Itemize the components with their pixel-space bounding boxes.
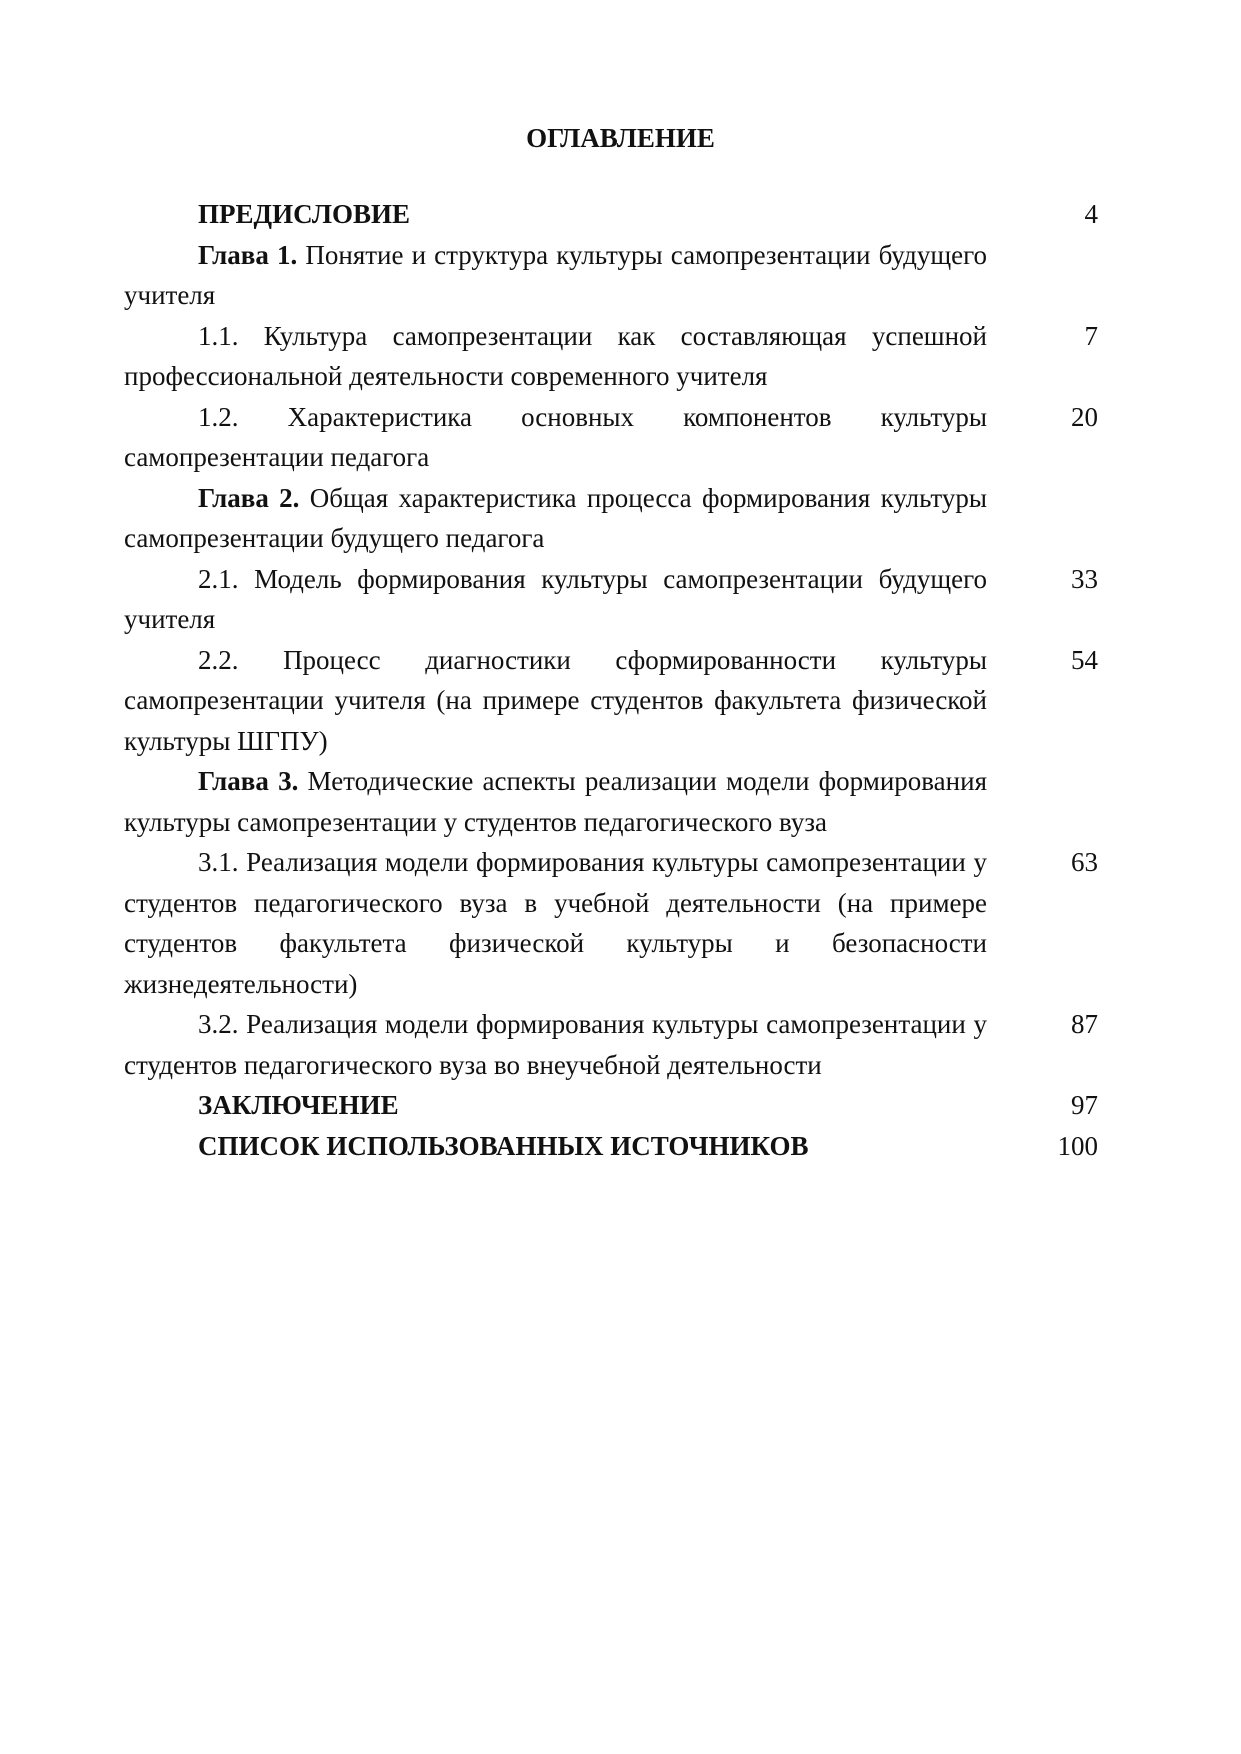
toc-entry-section-1-2 (0, 397, 1241, 478)
toc-page-number: 4 (1084, 199, 1098, 229)
toc-entry-chapter-1 (0, 235, 1241, 316)
toc-entry-section-3-1 (0, 842, 1241, 1004)
toc-page-number: 97 (1071, 1090, 1098, 1120)
toc-entry-text: Общая характеристика процесса формирования культуры самопрезентации будущего педагога (124, 482, 987, 553)
toc-entry-chapter-3 (0, 761, 1241, 842)
toc-entry-text: 2.2. Процесс диагностики сформированности культуры самопрезентации учителя (на примере студентов факультета физической культуры ШГПУ) (124, 644, 987, 756)
toc-page-number: 54 (1071, 644, 1098, 675)
toc-entry-section-3-2 (0, 1004, 1241, 1085)
toc-page-number: 87 (1071, 1009, 1098, 1039)
toc-entry-text: 2.1. Модель формирования культуры самопрезентации будущего учителя (124, 563, 987, 634)
toc-entry-text: ЗАКЛЮЧЕНИЕ (198, 1090, 399, 1120)
toc-entry-text: Методические аспекты реализации модели формирования культуры самопрезентации у студентов педагогического вуза (124, 766, 987, 837)
toc-entry-section-2-1 (0, 559, 1241, 640)
toc-page-number: 63 (1071, 847, 1098, 877)
toc-entry-text: 1.2. Характеристика основных компонентов культуры самопрезентации педагога (124, 401, 987, 472)
table-of-contents (0, 194, 1241, 1166)
toc-page-number: 7 (1084, 320, 1098, 351)
toc-entry-chapter-2 (0, 478, 1241, 559)
toc-entry-preface (0, 194, 1241, 235)
toc-chapter-label: Глава 2. (198, 482, 300, 513)
toc-entry-section-2-2 (0, 640, 1241, 762)
toc-entry-text: ПРЕДИСЛОВИЕ (198, 199, 411, 229)
toc-page-number: 33 (1071, 563, 1098, 594)
toc-page-number: 20 (1071, 401, 1098, 432)
toc-entry-text: 1.1. Культура самопрезентации как составляющая успешной профессиональной деятельности современного учителя (124, 320, 987, 391)
toc-entry-references (0, 1126, 1241, 1167)
toc-entry-conclusion (0, 1085, 1241, 1126)
toc-entry-text: 3.1. Реализация модели формирования культуры самопрезентации у студентов педагогического вуза в учебной деятельности (на примере студентов факультета физической культуры и безопасности жизнедеятельности) (124, 847, 987, 999)
toc-entry-text: 3.2. Реализация модели формирования культуры самопрезентации у студентов педагогического вуза во внеучебной деятельности (124, 1009, 987, 1080)
toc-entry-text: СПИСОК ИСПОЛЬЗОВАННЫХ ИСТОЧНИКОВ (198, 1130, 809, 1161)
toc-entry-text: Понятие и структура культуры самопрезентации будущего учителя (124, 239, 988, 310)
page-title: ОГЛАВЛЕНИЕ (526, 123, 715, 153)
toc-entry-section-1-1 (0, 316, 1241, 397)
toc-chapter-label: Глава 1. (198, 239, 298, 270)
toc-chapter-label: Глава 3. (198, 766, 299, 796)
toc-page-number: 100 (1057, 1130, 1098, 1161)
